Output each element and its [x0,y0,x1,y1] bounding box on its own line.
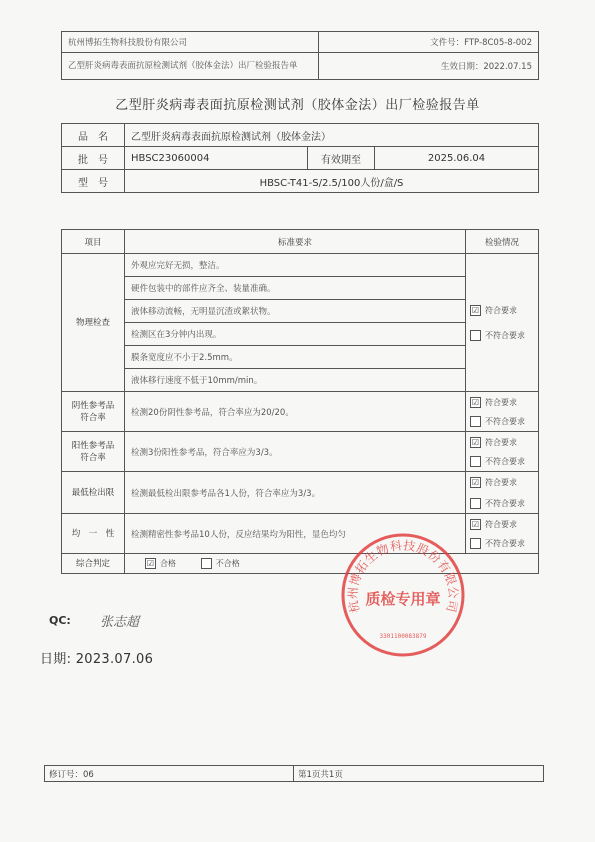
qc-signature: 张志超 [100,615,140,630]
uniformity-label: 均 一 性 [62,514,125,554]
limit-result [466,472,539,514]
checked-box-icon: ☑ [471,397,480,407]
physical-req-6: 液体移行速度不低于10mm/min。 [125,369,466,392]
checked-box-icon: ☑ [146,559,155,568]
checked-box-icon: ☑ [471,437,480,447]
date-label: 日期: [40,652,72,667]
model-value: HBSC-T41-S/2.5/100人份/盒/S [125,170,539,193]
effective-date: 生效日期：2022.07.15 [319,53,539,80]
verdict-label: 综合判定 [62,554,125,574]
verdict-pass-option[interactable]: ☑ 合格 [146,559,176,568]
physical-result [466,254,539,392]
empty-box-icon [201,558,212,569]
empty-box-icon [470,538,481,549]
batch-value: HBSC23060004 [125,147,308,170]
negative-fail-option[interactable]: 不符合要求 [470,416,538,427]
positive-label: 阳性参考品 符合率 [62,432,125,472]
physical-req-3: 液体移动流畅，无明显沉渣或絮状物。 [125,300,466,323]
product-info-table [61,123,539,193]
svg-text:杭州博拓生物科技股份有限公司: 杭州博拓生物科技股份有限公司 [345,538,461,615]
uniformity-result [466,514,539,554]
checked-box-icon: ☑ [471,305,480,315]
product-label: 品 名 [62,124,125,147]
physical-fail-option[interactable]: 不符合要求 [470,330,538,341]
physical-label: 物理检查 [62,254,125,392]
positive-req: 检测3份阳性参考品，符合率应为3/3。 [125,432,466,472]
date-value: 2023.07.06 [75,652,154,667]
verdict-fail-option[interactable]: 不合格 [201,559,240,568]
expiry-value: 2025.06.04 [375,147,539,170]
positive-fail-option[interactable]: 不符合要求 [470,456,538,467]
col-standard-header: 标准要求 [125,230,466,254]
positive-result [466,432,539,472]
document-footer [44,765,544,782]
positive-pass-option[interactable]: ☑ 符合要求 [471,437,517,447]
col-result-header: 检验情况 [466,230,539,254]
empty-box-icon [470,416,481,427]
col-item-header: 项目 [62,230,125,254]
empty-box-icon [470,330,481,341]
svg-text:质检专用章: 质检专用章 [365,590,441,608]
batch-label: 批 号 [62,147,125,170]
date-line [40,648,153,667]
company-name: 杭州博拓生物科技股份有限公司 [62,32,319,53]
header-product-title: 乙型肝炎病毒表面抗原检测试剂（胶体金法）出厂检验报告单 [62,53,319,80]
physical-req-2: 硬件包装中的部件应齐全、装量准确。 [125,277,466,300]
report-title: 乙型肝炎病毒表面抗原检测试剂（胶体金法）出厂检验报告单 [115,98,480,113]
qc-stamp-seal [338,530,468,660]
limit-pass-option[interactable]: ☑ 符合要求 [471,477,517,487]
limit-req: 检测最低检出限参考品各1人份，符合率应为3/3。 [125,472,466,514]
model-label: 型 号 [62,170,125,193]
document-header [61,31,539,80]
verdict-options [125,554,539,574]
page-number: 第1页共1页 [294,766,544,782]
checked-box-icon: ☑ [471,477,480,487]
limit-label: 最低检出限 [62,472,125,514]
physical-req-1: 外观应完好无损，整洁。 [125,254,466,277]
empty-box-icon [470,456,481,467]
inspection-table [61,229,539,574]
negative-pass-option[interactable]: ☑ 符合要求 [471,397,517,407]
limit-fail-option[interactable]: 不符合要求 [470,498,538,509]
negative-label: 阴性参考品 符合率 [62,392,125,432]
qc-label: QC: [49,614,71,627]
uniformity-fail-option[interactable]: 不符合要求 [470,538,538,549]
negative-result [466,392,539,432]
uniformity-req: 检测精密性参考品10人份，反应结果均为阳性，显色均匀 [125,514,466,554]
physical-req-5: 膜条宽度应不小于2.5mm。 [125,346,466,369]
expiry-label: 有效期至 [308,147,375,170]
document-number: 文件号：FTP-8C05-8-002 [319,32,539,53]
physical-pass-option[interactable]: ☑ 符合要求 [471,305,517,315]
uniformity-pass-option[interactable]: ☑ 符合要求 [471,519,517,529]
checked-box-icon: ☑ [471,519,480,529]
physical-req-4: 检测区在3分钟内出现。 [125,323,466,346]
revision-number: 修订号：06 [45,766,294,782]
negative-req: 检测20份阴性参考品，符合率应为20/20。 [125,392,466,432]
empty-box-icon [470,498,481,509]
svg-text:3301100083879: 3301100083879 [379,633,427,640]
product-value: 乙型肝炎病毒表面抗原检测试剂（胶体金法） [125,124,539,147]
